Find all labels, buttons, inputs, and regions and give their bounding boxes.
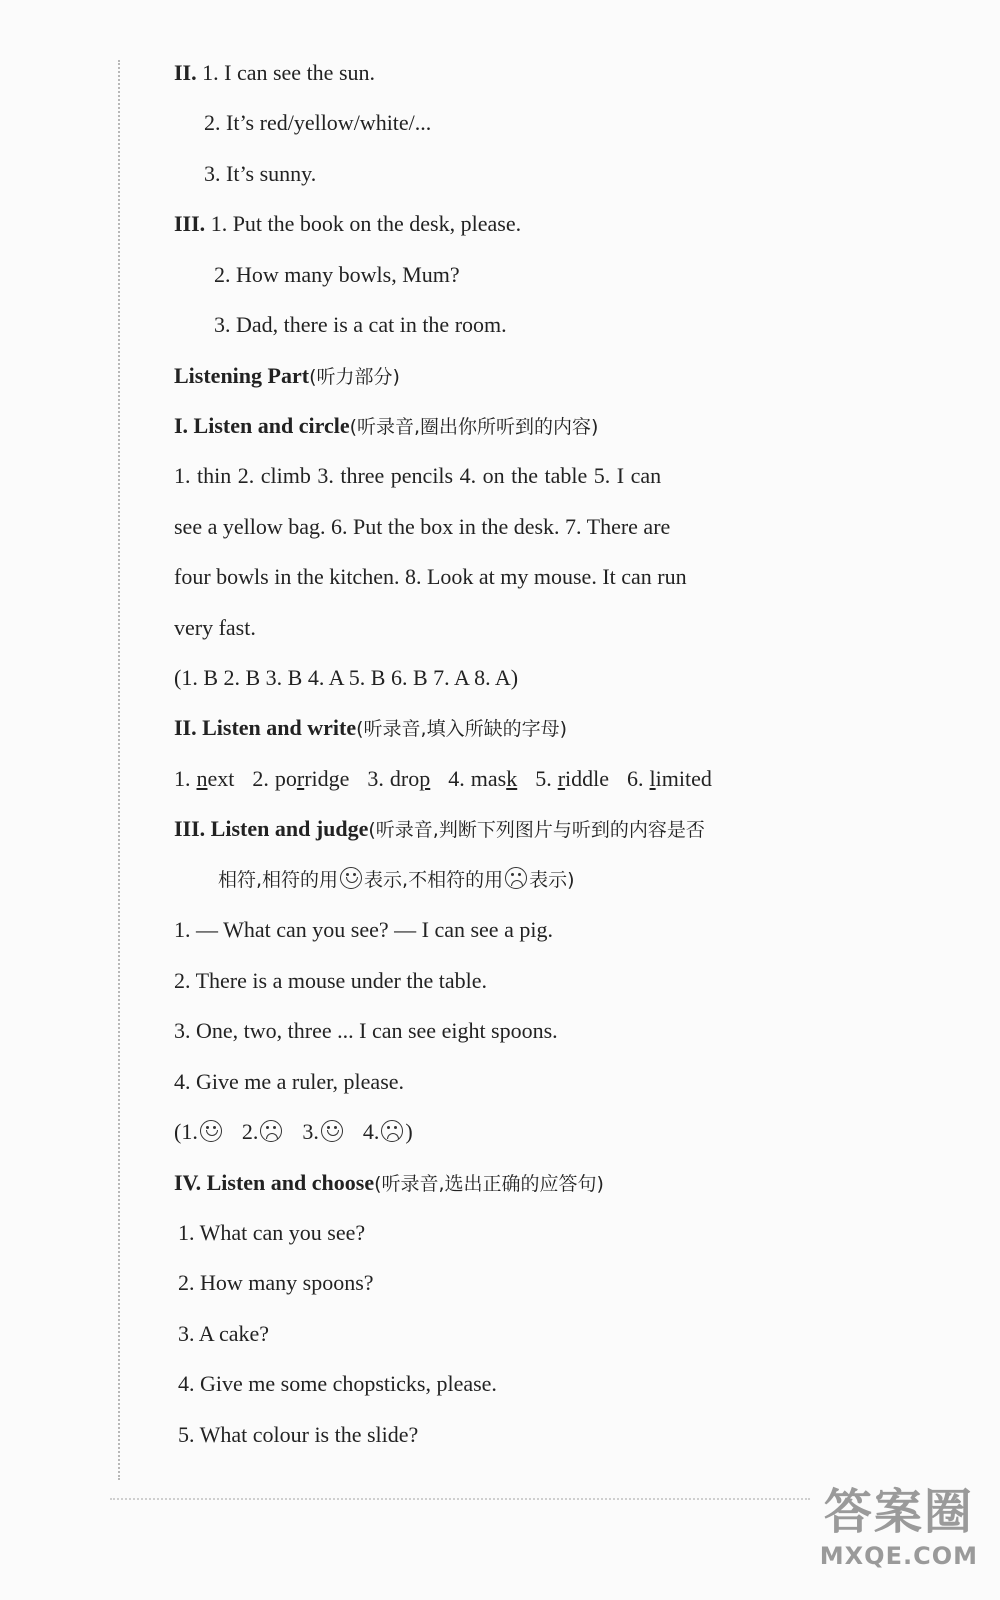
missing-letter: n <box>196 766 208 791</box>
part-4-heading: IV. Listen and choose(听录音,选出正确的应答句) <box>174 1170 604 1195</box>
part-3-answer: 4. <box>363 1119 406 1144</box>
part-3-item-1: 1. — What can you see? — I can see a pig. <box>174 917 553 942</box>
part-4-item-3: 3. A cake? <box>178 1321 270 1346</box>
part-2-word: 3. drop <box>367 766 431 791</box>
section-2-item-3: 3. It’s sunny. <box>204 161 317 186</box>
part-3-answer: 1. <box>181 1119 224 1144</box>
part-3-item-3: 3. One, two, three ... I can see eight spoons. <box>174 1018 558 1043</box>
part-2-word: 6. limited <box>627 766 712 791</box>
part-3-answer: 2. <box>242 1119 285 1144</box>
part-1-line-3: four bowls in the kitchen. 8. Look at my mouse. It can run <box>174 564 687 589</box>
missing-letter: k <box>506 766 518 791</box>
smiley-face-icon <box>321 1120 343 1142</box>
part-1-line-1: 1. thin 2. climb 3. three pencils 4. on the table 5. I can <box>174 463 662 488</box>
smiley-face-icon <box>340 867 362 889</box>
part-2-word: 4. mask <box>448 766 518 791</box>
section-3-label: III. <box>174 211 206 236</box>
part-1-answers: (1. B 2. B 3. B 4. A 5. B 6. B 7. A 8. A) <box>174 665 519 690</box>
part-3-item-2: 2. There is a mouse under the table. <box>174 968 487 993</box>
part-3-heading: III. Listen and judge(听录音,判断下列图片与听到的内容是否 <box>174 816 705 841</box>
section-3-item-2: 2. How many bowls, Mum? <box>214 262 460 287</box>
part-2-word-list <box>174 764 730 794</box>
part-4-item-2: 2. How many spoons? <box>178 1270 374 1295</box>
binding-dotted-line <box>118 60 120 1480</box>
part-1-line-4: very fast. <box>174 615 256 640</box>
part-3-answers: (1. 2. 3. 4. ) <box>174 1119 413 1144</box>
part-2-word: 2. porridge <box>252 766 350 791</box>
missing-letter: r <box>557 766 566 791</box>
bottom-dotted-line <box>110 1498 810 1500</box>
part-3-heading-cont: 相符,相符的用 表示,不相符的用 表示) <box>218 869 575 891</box>
part-4-item-5: 5. What colour is the slide? <box>178 1422 419 1447</box>
section-3-item-3: 3. Dad, there is a cat in the room. <box>214 312 507 337</box>
part-2-word: 1. next <box>174 766 235 791</box>
smiley-face-icon <box>200 1120 222 1142</box>
sad-face-icon <box>505 867 527 889</box>
part-1-heading: I. Listen and circle(听录音,圈出你所听到的内容) <box>174 413 599 438</box>
part-2-heading: II. Listen and write(听录音,填入所缺的字母) <box>174 715 567 740</box>
listening-part-heading: Listening Part(听力部分) <box>174 363 400 388</box>
missing-letter: p <box>419 766 431 791</box>
section-2-item-1: II. 1. I can see the sun. <box>174 60 376 85</box>
part-4-item-1: 1. What can you see? <box>178 1220 366 1245</box>
missing-letter: r <box>296 766 305 791</box>
missing-letter: l <box>649 766 656 791</box>
section-3-item-1: III. 1. Put the book on the desk, please. <box>174 211 522 236</box>
part-2-word: 5. riddle <box>535 766 610 791</box>
part-3-answer: 3. <box>302 1119 345 1144</box>
sad-face-icon <box>381 1120 403 1142</box>
sad-face-icon <box>260 1120 282 1142</box>
part-1-line-2: see a yellow bag. 6. Put the box in the desk. 7. There are <box>174 514 671 539</box>
watermark-logo: 答案圈 MXQE.COM <box>819 1484 978 1570</box>
section-2-label: II. <box>174 60 197 85</box>
section-2-item-2: 2. It’s red/yellow/white/... <box>204 110 432 135</box>
part-3-item-4: 4. Give me a ruler, please. <box>174 1069 405 1094</box>
part-4-item-4: 4. Give me some chopsticks, please. <box>178 1371 497 1396</box>
